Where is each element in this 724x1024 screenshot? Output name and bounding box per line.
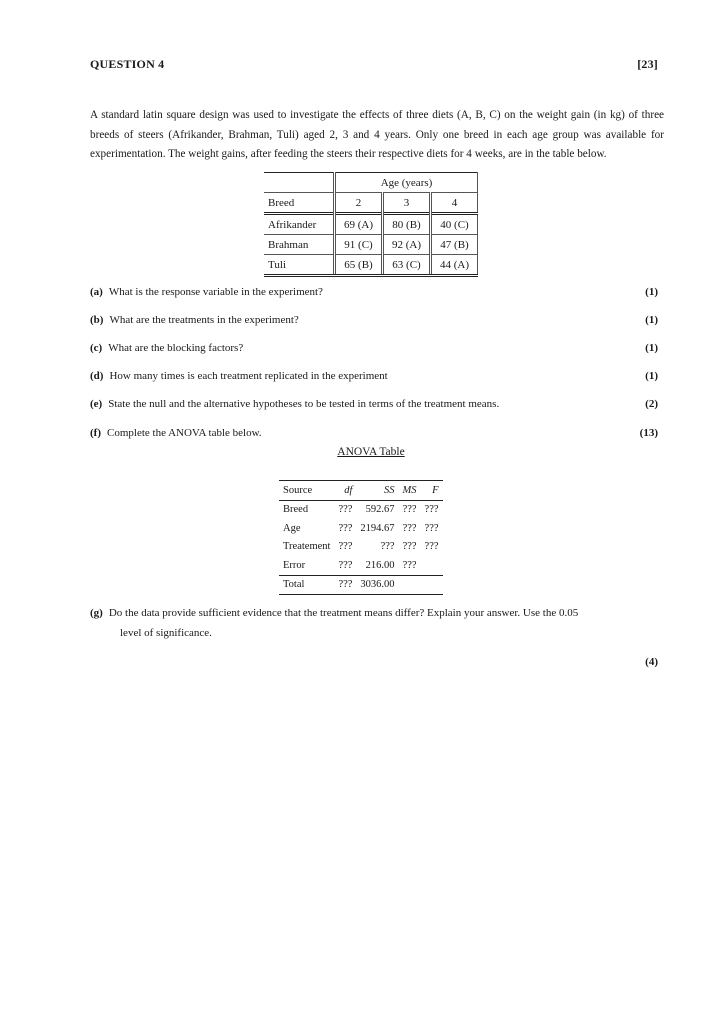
table-row — [264, 255, 478, 276]
table-cell: Treatement — [283, 541, 331, 553]
breed-label: Afrikander — [264, 214, 335, 235]
column-header: SS — [356, 481, 398, 501]
table-cell: 63 (C) — [383, 255, 431, 276]
table-cell — [421, 575, 443, 595]
breed-label: Brahman — [264, 235, 335, 255]
question-text: Complete the ANOVA table below. — [107, 427, 262, 439]
table-cell: Total — [279, 575, 334, 595]
table-cell: 91 (C) — [335, 235, 383, 255]
table-cell: 2194.67 — [360, 522, 395, 534]
question-marks: (1) — [645, 342, 658, 354]
question-label: (d) — [90, 370, 104, 382]
question-marks: (4) — [645, 656, 658, 668]
table-cell: ??? — [402, 541, 417, 553]
table-cell: ??? — [338, 504, 353, 516]
question-marks: (1) — [645, 314, 658, 326]
column-header: MS — [399, 481, 421, 501]
question-label: (b) — [90, 314, 104, 326]
breed-label: Tuli — [264, 255, 335, 276]
question-g — [90, 603, 652, 643]
question-text: What are the blocking factors? — [108, 342, 244, 354]
table-cell: ??? — [334, 556, 356, 575]
table-row — [279, 538, 443, 557]
table-cell: 80 (B) — [383, 214, 431, 235]
question-intro: A standard latin square design was used to investigate the effects of three diets (A, B, C) on the weight gain (in kg) of three breeds of steers (Afrikander, Brahman, Tuli) aged 2, 3 and 4 years. Only one breed in each age group was available for experimentation. The weight gains, after feeding the steers their respective diets for 4 weeks, are in the table below. — [90, 109, 664, 160]
latin-square-table — [264, 172, 478, 277]
table-cell: 3036.00 — [356, 575, 398, 595]
question-text: What are the treatments in the experiment? — [109, 314, 299, 326]
question-total-marks: [23] — [637, 57, 658, 71]
question-label: (a) — [90, 286, 103, 298]
table-cell: ??? — [338, 522, 353, 534]
table-cell: ??? — [380, 541, 395, 553]
table-cell: ??? — [424, 504, 439, 516]
table-cell: 92 (A) — [383, 235, 431, 255]
question-b — [90, 314, 652, 326]
table-cell: Age — [283, 522, 301, 534]
question-label: (g) — [90, 607, 103, 619]
question-marks: (2) — [645, 398, 658, 410]
table-cell: 40 (C) — [431, 214, 478, 235]
table-cell: 65 (B) — [335, 255, 383, 276]
table-cell: 592.67 — [365, 504, 395, 516]
table-cell: 216.00 — [356, 556, 398, 575]
breed-column-header: Breed — [264, 193, 335, 214]
table-cell: 69 (A) — [335, 214, 383, 235]
table-cell: Error — [279, 556, 334, 575]
question-marks: (1) — [645, 370, 658, 382]
question-e — [90, 398, 652, 410]
column-header: df — [334, 481, 356, 501]
question-text: State the null and the alternative hypotheses to be tested in terms of the treatment means. — [108, 398, 500, 410]
table-row — [264, 214, 478, 235]
table-row — [264, 235, 478, 255]
question-a — [90, 286, 652, 298]
column-header: F — [421, 481, 443, 501]
question-c — [90, 342, 652, 354]
question-label: (f) — [90, 427, 101, 439]
question-title: QUESTION 4 — [90, 57, 165, 71]
anova-table-title: ANOVA Table — [337, 446, 405, 458]
table-cell: ??? — [424, 522, 439, 534]
question-f — [90, 427, 652, 439]
age-header: 2 — [335, 193, 383, 214]
table-row — [279, 556, 443, 575]
question-marks: (1) — [645, 286, 658, 298]
question-text: What is the response variable in the experiment? — [108, 286, 323, 298]
table-cell: 44 (A) — [431, 255, 478, 276]
table-cell: ??? — [424, 541, 439, 553]
table-cell: ??? — [334, 575, 356, 595]
table-row — [279, 575, 443, 595]
age-header: 4 — [431, 193, 478, 214]
age-header: 3 — [383, 193, 431, 214]
anova-table — [279, 480, 443, 595]
question-text-continued: level of significance. — [120, 627, 212, 639]
table-row — [279, 500, 443, 519]
table-row — [279, 519, 443, 538]
question-marks: (13) — [639, 427, 658, 439]
table-header-row — [279, 481, 443, 501]
table-cell: ??? — [402, 522, 417, 534]
table-cell — [399, 575, 421, 595]
question-label: (c) — [90, 342, 103, 354]
table-cell: ??? — [338, 541, 353, 553]
table-cell: Breed — [283, 504, 309, 516]
question-d — [90, 370, 652, 382]
table-cell: ??? — [399, 556, 421, 575]
table-cell — [421, 556, 443, 575]
age-group-header: Age (years) — [335, 173, 478, 193]
question-text: Do the data provide sufficient evidence that the treatment means differ? Explain your answer. Use the 0.05 — [108, 607, 579, 619]
question-label: (e) — [90, 398, 103, 410]
table-cell: ??? — [402, 504, 417, 516]
question-text: How many times is each treatment replicated in the experiment — [109, 370, 388, 382]
table-cell: 47 (B) — [431, 235, 478, 255]
column-header: Source — [279, 481, 334, 501]
